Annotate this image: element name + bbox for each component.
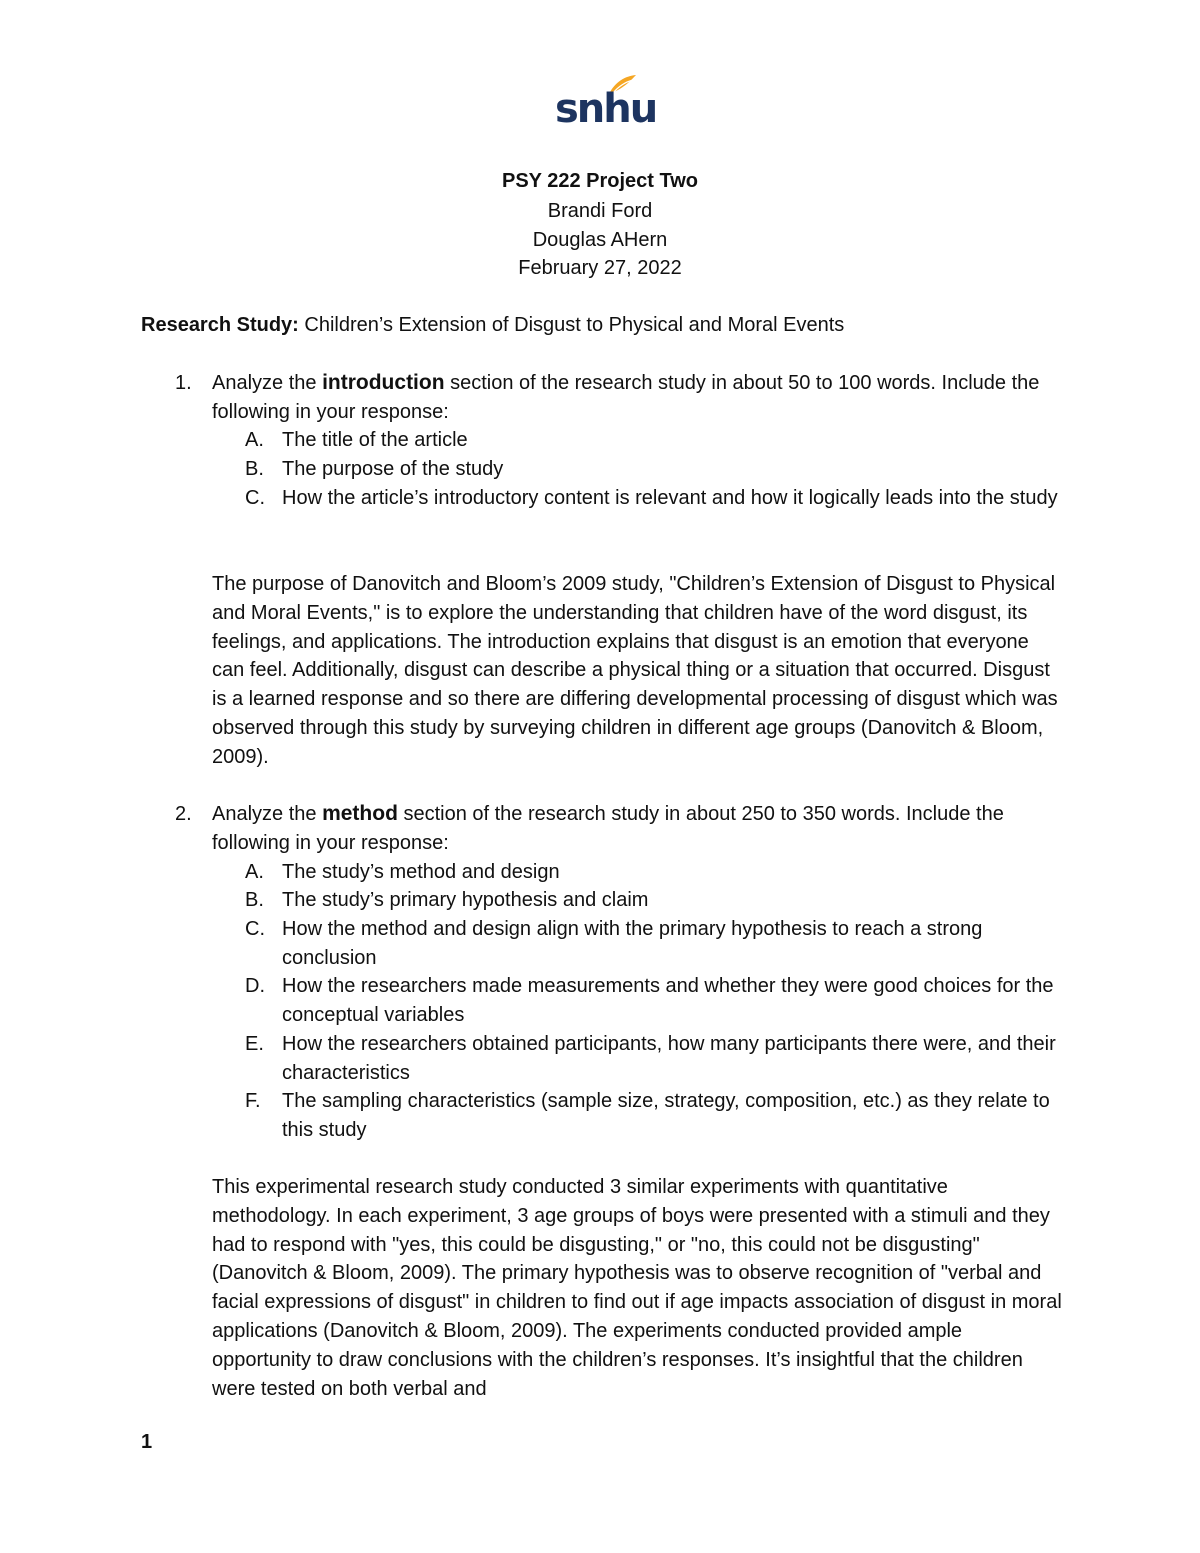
- list-item: [245, 426, 1062, 455]
- list-text: How the researchers obtained participants, how many participants there were, and their characteristics: [282, 1033, 1056, 1084]
- question-emphasis: method: [322, 802, 398, 825]
- list-letter: D.: [245, 975, 265, 997]
- list-letter: A.: [245, 429, 264, 451]
- document-title: PSY 222 Project Two: [501, 170, 698, 192]
- list-letter: E.: [245, 1033, 264, 1055]
- list-item: [245, 1030, 1072, 1088]
- answer-paragraph-1: The purpose of Danovitch and Bloom’s 2009 study, "Children’s Extension of Disgust to Physical and Moral Events," is to explore the understanding that children have of the word disgust, its feelings, and applications. The introduction explains that disgust is an emotion that everyone can feel. Additionally, disgust can describe a physical thing or a situation that occurred. Disgust is a learned response and so there are differing developmental processing of disgust which was observed through this study by surveying children in different age groups (Danovitch & Bloom, 2009).: [212, 573, 1058, 768]
- logo-wordmark: snhu: [555, 86, 657, 132]
- list-text: The purpose of the study: [282, 458, 504, 480]
- question-text-pre: Analyze the: [212, 372, 323, 394]
- list-item: [245, 858, 1072, 887]
- list-text: The title of the article: [282, 429, 468, 451]
- list-item: [245, 1087, 1062, 1145]
- research-study-title: Children’s Extension of Disgust to Physical and Moral Events: [298, 314, 845, 336]
- list-letter: A.: [245, 861, 264, 883]
- question-text-pre: Analyze the: [212, 803, 323, 825]
- list-item: [245, 886, 1072, 915]
- list-text: The study’s method and design: [282, 861, 560, 883]
- list-text: The sampling characteristics (sample size, strategy, composition, etc.) as they relate to this study: [282, 1090, 1050, 1141]
- author-name: Brandi Ford: [547, 200, 653, 222]
- list-text: How the article’s introductory content is relevant and how it logically leads into the study: [282, 487, 1058, 509]
- document-date: February 27, 2022: [518, 257, 682, 279]
- question-number: 2.: [175, 803, 192, 825]
- list-item: [245, 915, 1072, 973]
- list-letter: F.: [245, 1090, 261, 1112]
- research-study-label: Research Study:: [141, 314, 299, 336]
- question-text-post: section of the research study in about 250 to 350 words. Include the following in your response:: [212, 803, 1004, 854]
- list-letter: C.: [245, 487, 265, 509]
- list-letter: B.: [245, 458, 264, 480]
- page-number: 1: [141, 1431, 153, 1453]
- answer-paragraph-2: This experimental research study conducted 3 similar experiments with quantitative methodology. In each experiment, 3 age groups of boys were presented with a stimuli and they had to respond with "yes, this could be disgusting," or "no, this could not be disgusting" (Danovitch & Bloom, 2009). The primary hypothesis was to observe recognition of "verbal and facial expressions of disgust" in children to find out if age impacts association of disgust in moral applications (Danovitch & Bloom, 2009). The experiments conducted provided ample opportunity to draw conclusions with the children’s responses. It’s insightful that the children were tested on both verbal and: [212, 1176, 1062, 1400]
- question-text-post: section of the research study in about 50 to 100 words. Include the following in your response:: [212, 372, 1040, 423]
- list-text: How the researchers made measurements and whether they were good choices for the conceptual variables: [282, 975, 1054, 1026]
- instructor-name: Douglas AHern: [532, 229, 668, 251]
- list-text: The study’s primary hypothesis and claim: [282, 889, 649, 911]
- research-study-line: [141, 311, 844, 339]
- question-1: [175, 369, 1072, 427]
- question-emphasis: introduction: [322, 371, 445, 394]
- list-item: [245, 455, 1062, 484]
- list-item: [245, 484, 1062, 513]
- list-letter: B.: [245, 889, 264, 911]
- list-item: [245, 972, 1072, 1030]
- question-2: [175, 800, 1062, 858]
- list-letter: C.: [245, 918, 265, 940]
- question-number: 1.: [175, 372, 192, 394]
- snhu-logo: [555, 72, 657, 132]
- list-text: How the method and design align with the primary hypothesis to reach a strong conclusion: [282, 918, 983, 969]
